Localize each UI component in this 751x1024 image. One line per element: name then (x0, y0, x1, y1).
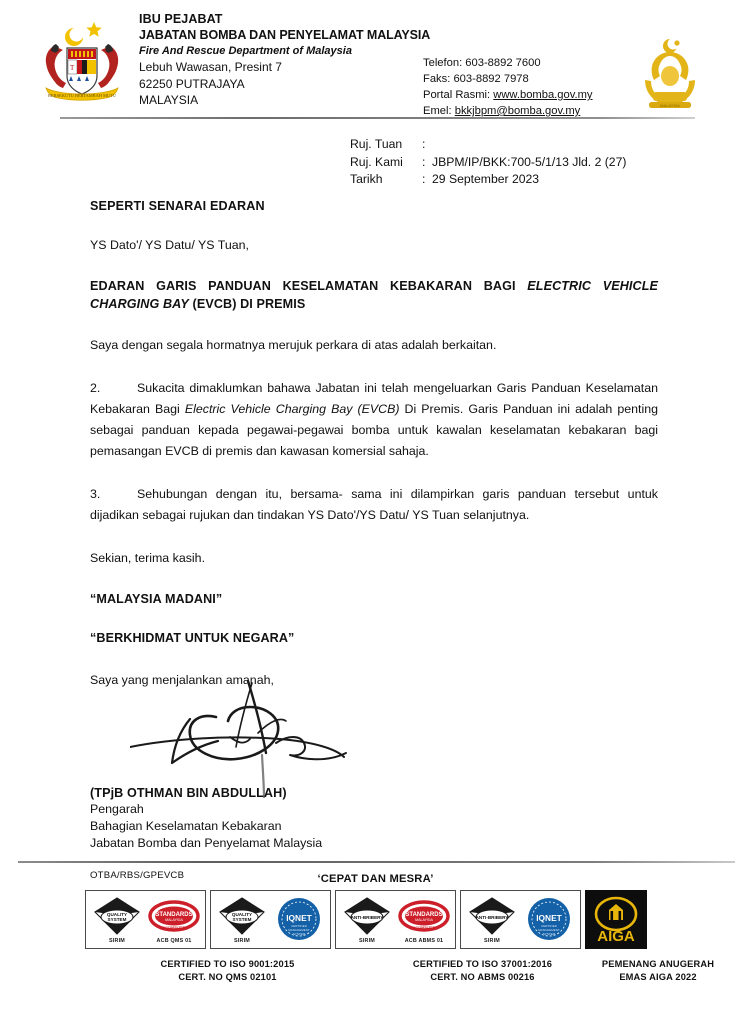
iqnet-mark (277, 897, 321, 941)
letterhead (0, 0, 751, 118)
standards-malaysia-mark (398, 896, 450, 936)
ruj-kami-colon: : (422, 154, 426, 169)
paragraph-3 (90, 484, 658, 526)
footer-note-iso37001 (395, 958, 570, 984)
organisation-block (139, 12, 439, 109)
iqnet-unit-2 (522, 897, 576, 943)
sirim-quality-system-mark (217, 896, 267, 936)
paragraph-3-number: 3. (90, 487, 101, 501)
tarikh-colon: : (422, 172, 426, 186)
slogan-malaysia-madani: “MALAYSIA MADANI” (90, 592, 223, 606)
slogan-berkhidmat-untuk-negara: “BERKHIDMAT UNTUK NEGARA” (90, 631, 295, 645)
sirim-caption: SIRIM (109, 937, 125, 944)
signer-division: Bahagian Keselamatan Kebakaran (90, 819, 282, 833)
svg-text:STANDARDS: STANDARDS (155, 911, 193, 918)
ruj-tuan-row (350, 136, 626, 154)
tarikh-row (350, 171, 626, 189)
email-label: Emel: (423, 105, 455, 117)
svg-text:QUALITY: QUALITY (106, 911, 128, 917)
sirim-caption: SIRIM (484, 937, 500, 944)
paragraph-2-italic: Electric Vehicle Charging Bay (EVCB) (184, 402, 400, 416)
aiga-wordmark: AIGA (597, 927, 635, 945)
sirim-quality-system-unit-2 (215, 896, 269, 944)
cert-card-iso37001-acb (335, 890, 456, 949)
portal-label: Portal Rasmi: (423, 89, 494, 101)
svg-text:T: T (70, 64, 75, 72)
intro-paragraph: Saya dengan segala hormatnya merujuk perkara di atas adalah berkaitan. (90, 338, 497, 352)
paragraph-2-text-b: Di Premis. Garis Panduan ini adalah penting sebagai panduan kepada pegawai-pegawai bomba untuk kawalan keselamatan kebakaran bagi pemasangan EVCB di premis dan kawasan komersial sahaja. (90, 402, 659, 458)
subject-line (90, 278, 658, 313)
svg-text:MANAGEMENT: MANAGEMENT (538, 927, 560, 932)
sirim-anti-bribery-mark (342, 896, 392, 936)
sirim-caption: SIRIM (234, 937, 250, 944)
tarikh-label: Tarikh (350, 172, 383, 186)
signer-organisation: Jabatan Bomba dan Penyelamat Malaysia (90, 836, 323, 850)
svg-text:MALAYSIA: MALAYSIA (165, 917, 183, 922)
footer-note-aiga-line1: PEMENANG ANUGERAH (601, 959, 715, 969)
svg-text:ACCREDITED: ACCREDITED (162, 925, 186, 930)
subject-italic-1: ELECTRIC VEHICLE CHARGING BAY (90, 279, 658, 311)
iqnet-unit (272, 897, 326, 943)
svg-text:BERSEKUTU BERTAMBAH MUTU: BERSEKUTU BERTAMBAH MUTU (48, 93, 116, 98)
footer-note-iso9001-line1: CERTIFIED TO ISO 9001:2015 (160, 959, 295, 969)
footer-note-aiga-line2: EMAS AIGA 2022 (619, 972, 697, 982)
ruj-kami-label: Ruj. Kami (350, 154, 403, 169)
svg-text:SYSTEM: SYSTEM (542, 931, 556, 936)
ruj-kami-value: JBPM/IP/BKK:700-5/1/13 Jld. 2 (27) (432, 154, 627, 169)
footer-note-iso37001-line2: CERT. NO ABMS 00216 (430, 972, 535, 982)
jbpm-emblem (631, 36, 709, 116)
telephone-line: Telefon: 603-8892 7600 (423, 57, 541, 69)
svg-text:MANAGEMENT: MANAGEMENT (288, 927, 310, 932)
email-address-link[interactable]: bkkjbpm@bomba.gov.my (454, 105, 581, 117)
sirim-anti-bribery-unit-2 (465, 896, 519, 944)
svg-text:IQNET: IQNET (286, 912, 312, 923)
signer-details (90, 801, 322, 852)
footer-note-iso9001 (140, 958, 315, 984)
contact-block (423, 55, 593, 119)
footer-note-iso37001-line1: CERTIFIED TO ISO 37001:2016 (412, 959, 553, 969)
footer-note-aiga (578, 958, 738, 984)
portal-url-link[interactable]: www.bomba.gov.my (493, 89, 593, 101)
svg-text:ACCREDITED: ACCREDITED (412, 925, 436, 930)
svg-text:CERTIFIED: CERTIFIED (291, 923, 307, 928)
cert-card-iso9001-acb (85, 890, 206, 949)
acb-caption: ACB QMS 01 (156, 937, 192, 944)
sirim-anti-bribery-unit (340, 896, 394, 944)
org-line-3-english: Fire And Rescue Department of Malaysia (139, 45, 352, 57)
reference-block (350, 136, 626, 189)
paragraph-2 (90, 378, 658, 462)
svg-text:SYSTEM: SYSTEM (292, 931, 306, 936)
salutation-line: YS Dato'/ YS Datu/ YS Tuan, (90, 238, 249, 252)
cert-card-iso9001-iqnet (210, 890, 331, 949)
aiga-logo-icon (585, 892, 647, 948)
acb-caption: ACB ABMS 01 (404, 937, 444, 944)
closing-line: Saya yang menjalankan amanah, (90, 673, 274, 687)
iqnet-mark (527, 897, 571, 941)
org-line-1: IBU PEJABAT (139, 12, 223, 26)
ruj-tuan-label: Ruj. Tuan (350, 137, 403, 151)
address-line-1: Lebuh Wawasan, Presint 7 (139, 60, 282, 74)
sirim-quality-system-unit (90, 896, 144, 944)
address-line-3: MALAYSIA (139, 93, 199, 107)
aiga-award-badge (585, 890, 647, 949)
thanks-line: Sekian, terima kasih. (90, 551, 206, 565)
sirim-quality-system-mark (92, 896, 142, 936)
footer-divider-rule (18, 861, 735, 863)
ruj-kami-row (350, 154, 626, 172)
svg-text:ANTI-BRIBERY: ANTI-BRIBERY (350, 914, 384, 920)
svg-text:STANDARDS: STANDARDS (405, 911, 443, 918)
document-ref-code: OTBA/RBS/GPEVCB (90, 870, 185, 881)
tarikh-value: 29 September 2023 (432, 172, 540, 186)
svg-text:SYSTEM: SYSTEM (107, 916, 127, 922)
standards-malaysia-mark (148, 896, 200, 936)
svg-text:CERTIFIED: CERTIFIED (541, 923, 557, 928)
header-divider-rule (60, 117, 695, 119)
addressee-line: SEPERTI SENARAI EDARAN (90, 199, 265, 213)
paragraph-3-text: Sehubungan dengan itu, bersama- sama ini dilampirkan garis panduan tersebut untuk dijadikan sebagai rujukan dan tindakan YS Dato'/YS Datu/ YS Tuan selanjutnya. (90, 487, 658, 522)
subject-part-1: EDARAN GARIS PANDUAN KESELAMATAN KEBAKARAN BAGI (90, 279, 528, 293)
svg-text:ANTI-BRIBERY: ANTI-BRIBERY (475, 914, 509, 920)
footer-tagline: ‘CEPAT DAN MESRA’ (317, 873, 434, 885)
standards-malaysia-unit-2 (397, 896, 451, 944)
subject-part-2: (EVCB) DI PREMIS (188, 296, 306, 311)
org-line-2: JABATAN BOMBA DAN PENYELAMAT MALAYSIA (139, 28, 431, 42)
sirim-anti-bribery-mark (467, 896, 517, 936)
signer-name: (TPjB OTHMAN BIN ABDULLAH) (90, 786, 287, 800)
fax-line: Faks: 603-8892 7978 (423, 73, 529, 85)
cert-card-iso37001-iqnet (460, 890, 581, 949)
sirim-caption: SIRIM (359, 937, 375, 944)
ruj-tuan-colon: : (422, 137, 426, 151)
standards-malaysia-unit (147, 896, 201, 944)
svg-text:SYSTEM: SYSTEM (232, 916, 252, 922)
paragraph-2-number: 2. (90, 381, 101, 395)
svg-text:MALAYSIA: MALAYSIA (660, 103, 680, 108)
address-line-2: 62250 PUTRAJAYA (139, 76, 245, 91)
jata-negara-coat-of-arms (34, 12, 130, 110)
paragraph-2-text-a: Sukacita dimaklumkan bahawa Jabatan ini telah mengeluarkan Garis Panduan Keselamatan Kebakaran Bagi (90, 381, 658, 416)
handwritten-signature (130, 673, 390, 798)
footer-note-iso9001-line2: CERT. NO QMS 02101 (178, 972, 277, 982)
certification-logo-row (85, 890, 647, 949)
svg-text:IQNET: IQNET (536, 912, 562, 923)
svg-text:MALAYSIA: MALAYSIA (415, 917, 433, 922)
svg-text:QUALITY: QUALITY (231, 911, 253, 917)
portal-line (423, 87, 593, 103)
signer-title: Pengarah (90, 802, 144, 816)
